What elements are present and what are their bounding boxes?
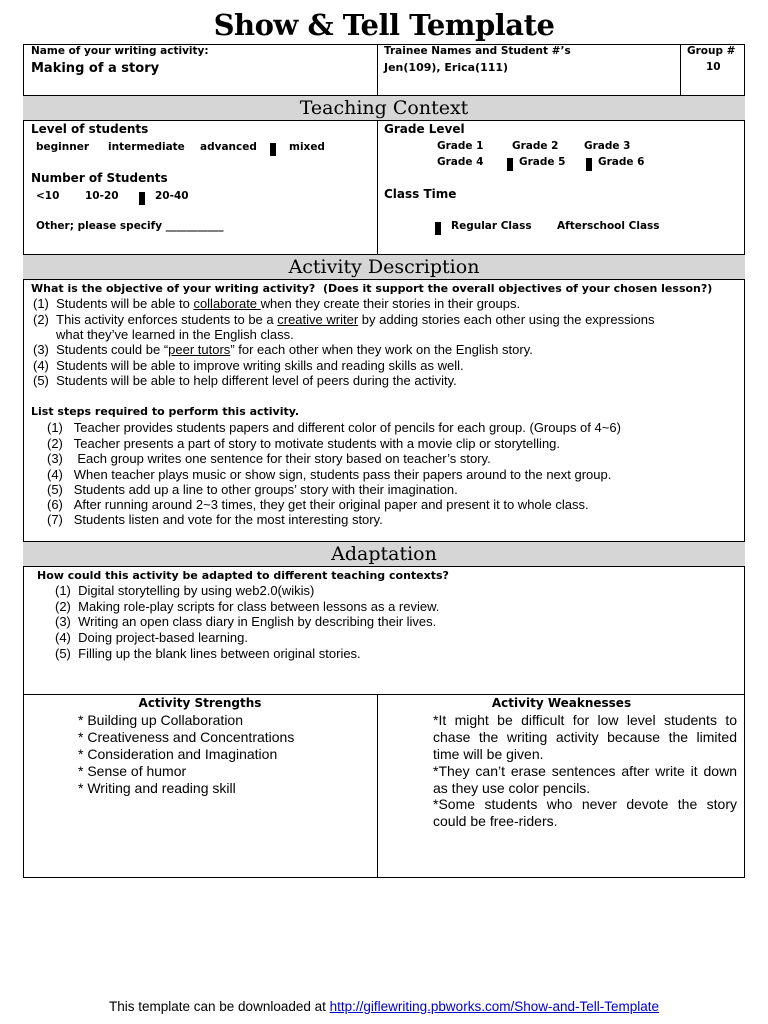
activity-name-value: Making of a story	[31, 61, 160, 76]
level-option-beginner: beginner	[36, 141, 90, 153]
strength-item: * Building up Collaboration	[78, 712, 243, 728]
header-divider-2	[680, 44, 681, 95]
step-item: (5) Students add up a line to other groups’ story with their imagination.	[47, 482, 458, 497]
grade-level-label: Grade Level	[384, 122, 465, 136]
strengths-heading: Activity Strengths	[138, 696, 262, 710]
grade-option-5: Grade 5	[519, 156, 566, 168]
grade-5-checkmark	[507, 156, 519, 174]
objective-item: (1) Students will be able to collaborate when they create their stories in their groups.	[33, 296, 521, 311]
objective-item: (2) This activity enforces students to be a creative writer by adding stories each other using the expressions	[33, 312, 655, 327]
strengths-weaknesses-divider	[377, 694, 378, 878]
steps-label: List steps required to perform this activity.	[31, 405, 300, 418]
class-time-label: Class Time	[384, 187, 457, 201]
level-option-mixed: mixed	[289, 141, 325, 153]
activity-description-heading: Activity Description	[23, 254, 745, 280]
step-item: (1) Teacher provides students papers and different color of pencils for each group. (Groups of 4~6)	[47, 420, 621, 435]
trainee-value: Jen(109), Erica(111)	[384, 61, 509, 74]
objective-question-main: What is the objective of your writing activity?	[31, 282, 316, 295]
grade-option-6: Grade 6	[598, 156, 645, 168]
weakness-item: *It might be difficult for low level students to chase the writing activity because the limited time will be given.	[433, 712, 737, 762]
adaptation-question: How could this activity be adapted to different teaching contexts?	[37, 569, 449, 582]
adaptation-item: (3) Writing an open class diary in English by describing their lives.	[55, 614, 437, 629]
strength-item: * Consideration and Imagination	[78, 746, 278, 762]
strength-item: * Writing and reading skill	[78, 780, 236, 796]
footer-prefix: This template can be downloaded at	[108, 999, 330, 1014]
other-specify: Other; please specify ___________	[36, 220, 224, 232]
grade-option-1: Grade 1	[437, 140, 484, 152]
step-item: (6) After running around 2~3 times, they get their original paper and present it to whole class.	[47, 497, 589, 512]
level-option-advanced: advanced	[200, 141, 257, 153]
strength-item: * Sense of humor	[78, 763, 187, 779]
objective-question	[31, 282, 712, 295]
class-time-afterschool: Afterschool Class	[557, 220, 660, 232]
level-of-students-label: Level of students	[31, 122, 149, 136]
number-20-40-checkmark	[139, 190, 151, 208]
objective-item-continued: what they’ve learned in the English class.	[56, 327, 294, 342]
activity-name-label: Name of your writing activity:	[31, 45, 209, 57]
strengths-weaknesses-top-border	[23, 694, 745, 695]
step-item: (4) When teacher plays music or show sign, students pass their papers around to the next group.	[47, 467, 612, 482]
teaching-context-heading: Teaching Context	[23, 95, 745, 121]
level-mixed-checkmark	[270, 141, 282, 159]
header-divider-1	[377, 44, 378, 95]
level-option-intermediate: intermediate	[108, 141, 185, 153]
trainee-label: Trainee Names and Student #’s	[384, 45, 571, 57]
regular-class-checkmark	[435, 220, 447, 238]
step-item: (3) Each group writes one sentence for their story based on teacher’s story.	[47, 451, 491, 466]
step-item: (2) Teacher presents a part of story to motivate students with a movie clip or storytelling.	[47, 436, 561, 451]
objective-item: (4) Students will be able to improve writing skills and reading skills as well.	[33, 358, 464, 373]
number-option-20-40: 20-40	[155, 190, 189, 202]
objective-question-sub: (Does it support the overall objectives of your chosen lesson?)	[322, 282, 713, 295]
grade-option-3: Grade 3	[584, 140, 631, 152]
number-of-students-label: Number of Students	[31, 171, 168, 185]
objective-item: (3) Students could be “peer tutors” for each other when they work on the English story.	[33, 342, 533, 357]
weakness-item: *Some students who never devote the story could be free-riders.	[433, 796, 737, 829]
adaptation-item: (5) Filling up the blank lines between original stories.	[55, 646, 361, 661]
adaptation-heading: Adaptation	[23, 541, 745, 567]
grade-option-4: Grade 4	[437, 156, 484, 168]
strength-item: * Creativeness and Concentrations	[78, 729, 295, 745]
group-value: 10	[706, 61, 721, 73]
objective-item: (5) Students will be able to help different level of peers during the activity.	[33, 373, 457, 388]
number-option-under-10: <10	[36, 190, 60, 202]
adaptation-item: (4) Doing project-based learning.	[55, 630, 248, 645]
adaptation-item: (2) Making role-play scripts for class between lessons as a review.	[55, 599, 440, 614]
page-title: Show & Tell Template	[213, 8, 555, 42]
grade-option-2: Grade 2	[512, 140, 559, 152]
grade-6-checkmark	[586, 156, 598, 174]
teaching-context-divider	[377, 120, 378, 254]
footer-note	[0, 999, 768, 1014]
class-time-regular: Regular Class	[451, 220, 532, 232]
weakness-item: *They can’t erase sentences after write it down as they use color pencils.	[433, 763, 737, 796]
group-label: Group #	[687, 45, 736, 57]
number-option-10-20: 10-20	[85, 190, 119, 202]
template-download-link[interactable]: http://giflewriting.pbworks.com/Show-and-Tell-Template	[329, 999, 660, 1014]
adaptation-item: (1) Digital storytelling by using web2.0(wikis)	[55, 583, 315, 598]
step-item: (7) Students listen and vote for the most interesting story.	[47, 512, 383, 527]
weaknesses-heading: Activity Weaknesses	[491, 696, 632, 710]
